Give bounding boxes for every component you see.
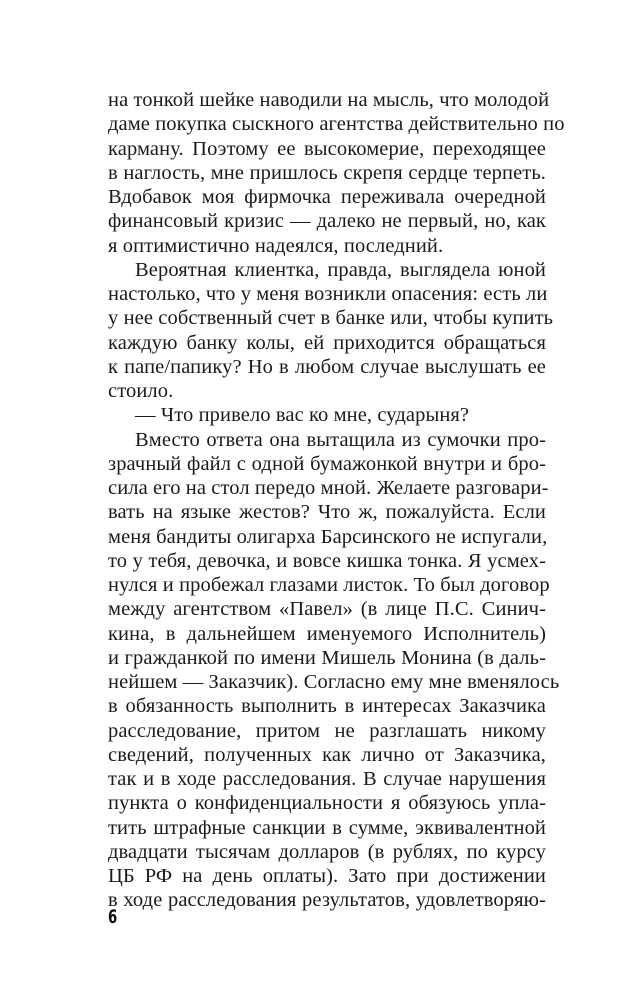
text-line: карману. Поэтому ее высокомерие, переходящее — [108, 137, 546, 160]
page-body-text — [108, 88, 565, 913]
paragraph — [108, 258, 554, 404]
text-line: пункта о конфиденциальности я обязуюсь упла- — [108, 792, 546, 815]
text-line: сила его на стол передо мной. Желаете разговари- — [108, 477, 549, 499]
text-line: в наглость, мне пришлось скрепя сердце терпеть. — [108, 161, 546, 184]
page-number: 6 — [108, 906, 118, 928]
text-line: между агентством «Павел» (в лице П.С. Синич- — [108, 598, 546, 621]
text-line: Вместо ответа она вытащила из сумочки про- — [135, 428, 546, 451]
text-line: к папе/папику? Но в любом случае выслушать ее — [108, 355, 546, 378]
text-line: двадцати тысячам долларов (в рублях, по курсу — [108, 840, 546, 863]
text-line: нейшем — Заказчик). Согласно ему мне вменялось — [108, 671, 560, 693]
text-line: так и в ходе расследования. В случае нарушения — [108, 768, 546, 790]
paragraph — [108, 88, 565, 258]
text-line: в обязанность выполнить в интересах Заказчика — [108, 695, 546, 718]
text-line: зрачный файл с одной бумажонкой внутри и бро- — [108, 452, 546, 475]
text-line: на тонкой шейке наводили на мысль, что молодой — [108, 89, 550, 111]
text-line: Вдобавок моя фирмочка переживала очередной — [108, 186, 546, 208]
text-line: — Что привело вас ко мне, сударыня? — [135, 404, 470, 427]
text-line: то у тебя, девочка, и вовсе кишка тонка. Я усмех- — [108, 549, 546, 572]
text-line: каждую банку колы, ей приходится обращаться — [108, 331, 546, 354]
text-line: финансовый кризис — далеко не первый, но, как — [108, 210, 546, 233]
text-line: и гражданкой по имени Мишель Монина (в даль- — [108, 646, 546, 669]
text-line: стоило. — [108, 380, 174, 402]
text-line: кина, в дальнейшем именуемого Исполнитель) — [108, 622, 546, 645]
paragraph — [108, 403, 546, 427]
text-line: даме покупка сыскного агентства действительно по — [108, 113, 565, 136]
text-line: у нее собственный счет в банке или, чтобы купить — [108, 307, 554, 330]
text-line: расследование, притом не разглашать никому — [108, 719, 546, 742]
text-line: Вероятная клиентка, правда, выглядела юной — [135, 258, 546, 281]
text-line: нулся и пробежал глазами листок. То был договор — [108, 574, 550, 596]
text-line: тить штрафные санкции в сумме, эквивалентной — [108, 816, 546, 839]
paragraph — [108, 428, 560, 913]
text-line: ЦБ РФ на день оплаты). Зато при достижении — [108, 865, 546, 887]
text-line: настолько, что у меня возникли опасения: есть ли — [108, 283, 548, 305]
text-line: в ходе расследования результатов, удовлетворяю- — [108, 889, 546, 912]
text-line: меня бандиты олигарха Барсинского не испугали, — [108, 525, 548, 548]
text-line: сведений, полученных как лично от Заказчика, — [108, 743, 546, 766]
text-line: вать на языке жестов? Что ж, пожалуйста. Если — [108, 501, 546, 524]
text-line: я оптимистично надеялся, последний. — [108, 234, 444, 257]
